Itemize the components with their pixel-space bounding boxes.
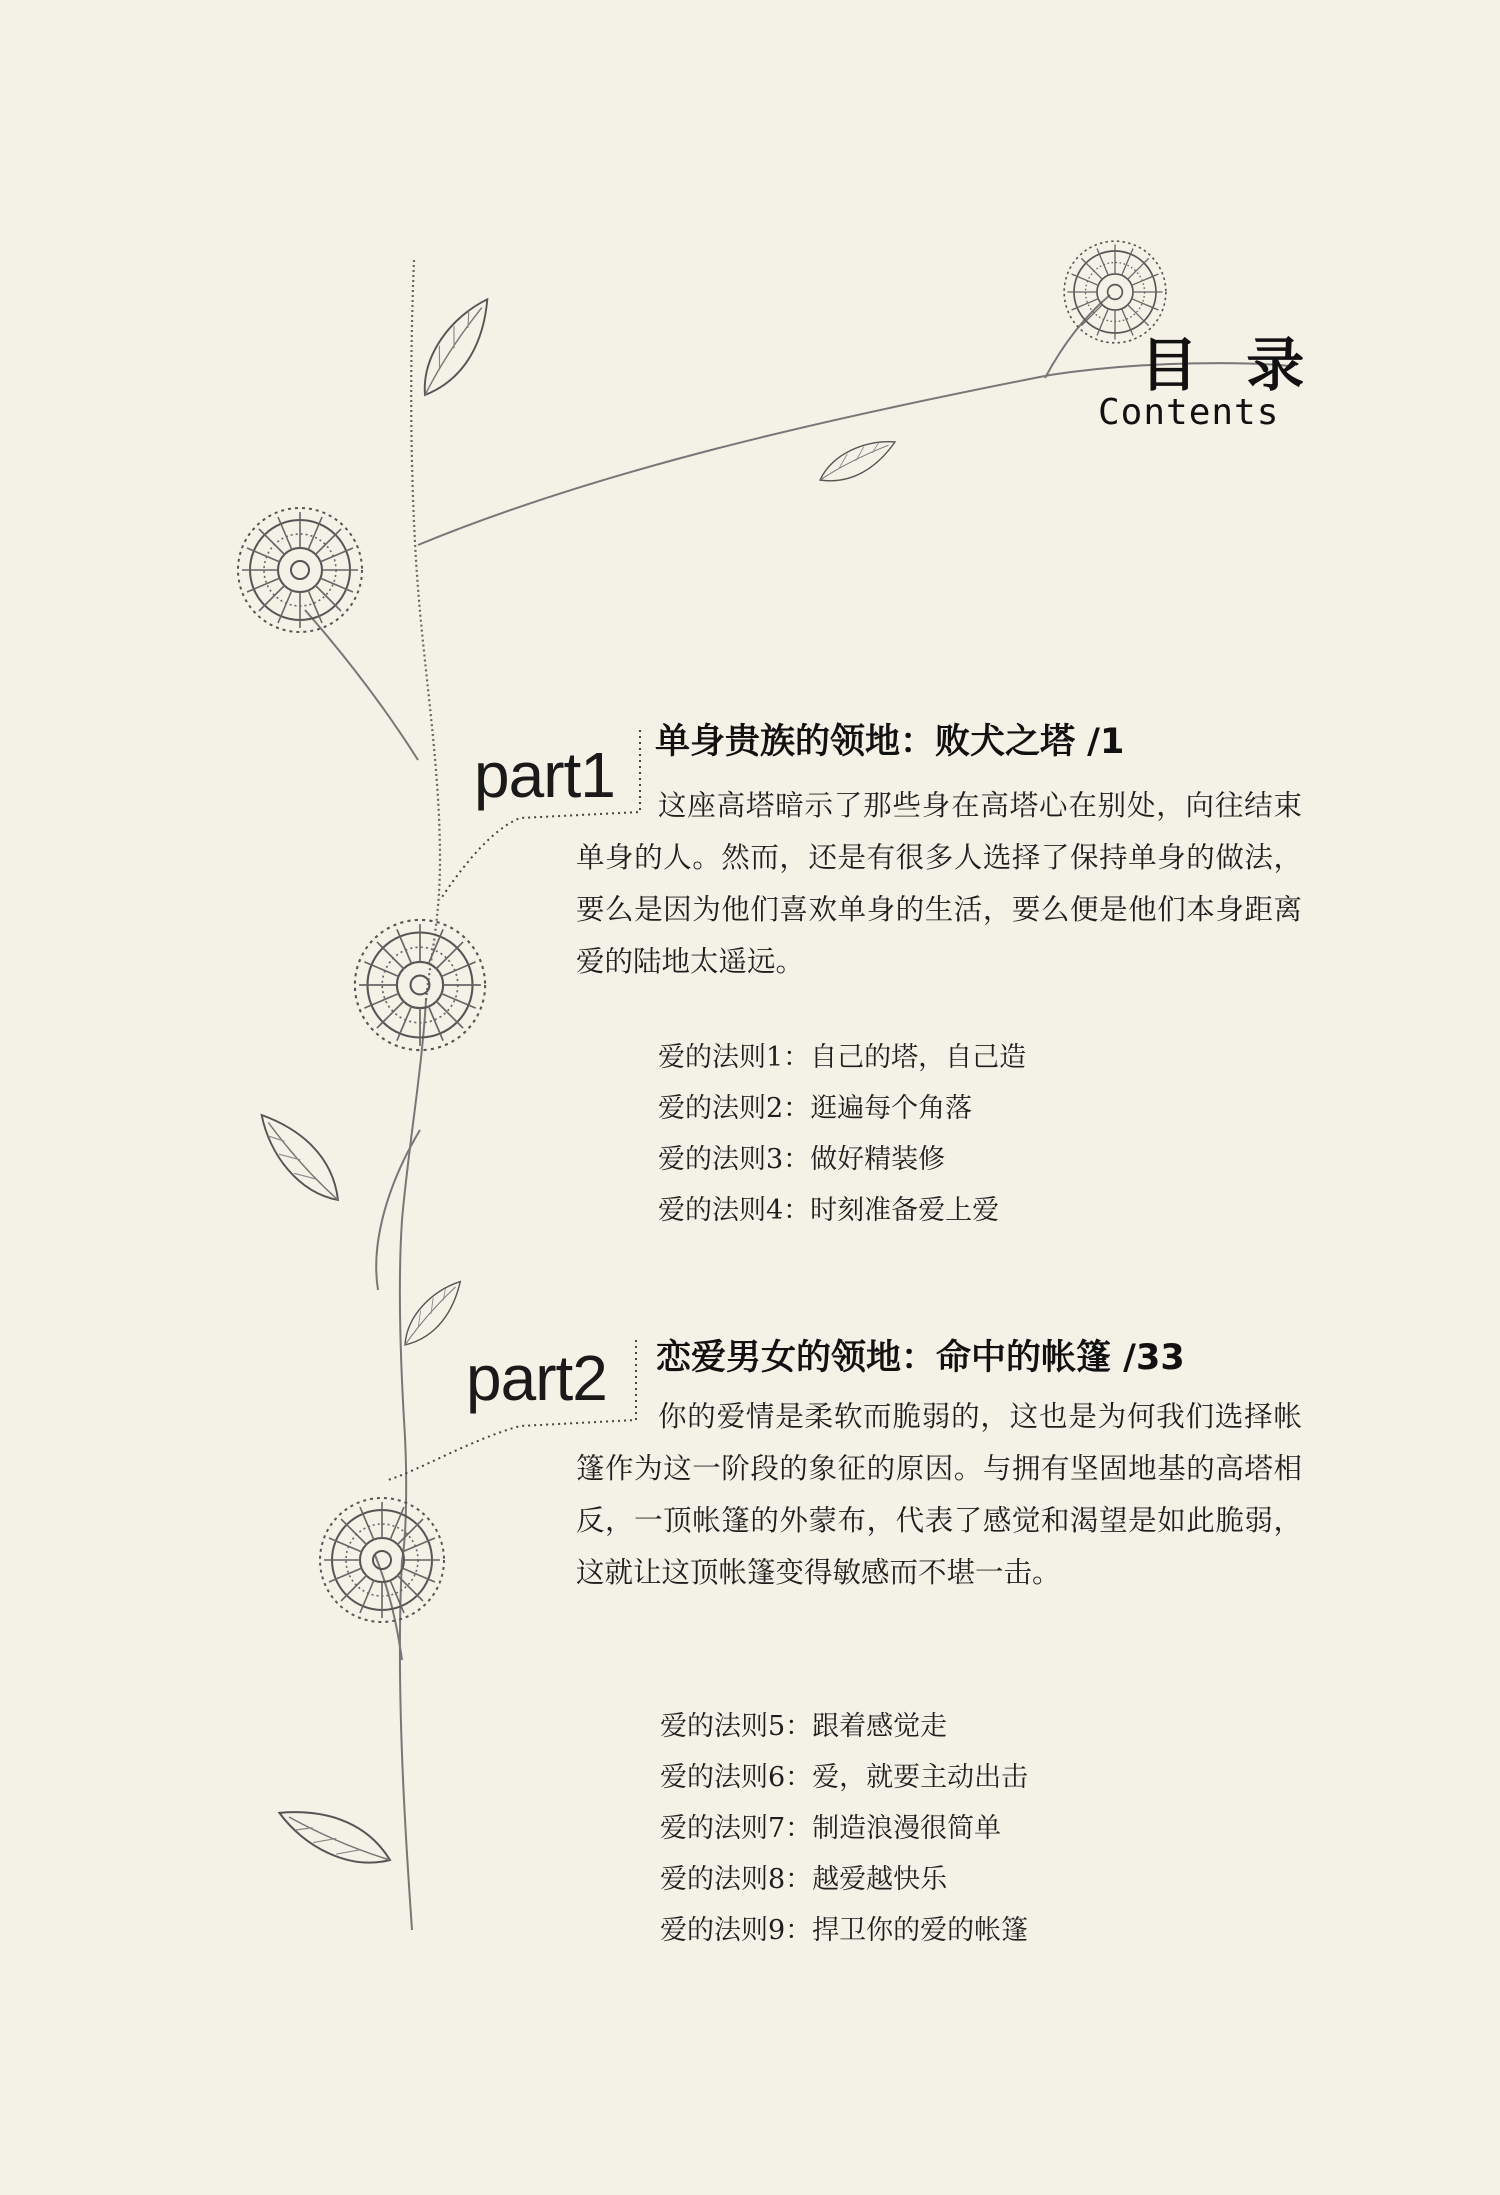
leaf xyxy=(815,439,900,483)
part1-label: part1 xyxy=(474,739,615,811)
flower-left-upper xyxy=(238,508,362,632)
leaf xyxy=(277,1782,393,1889)
rule-item: 爱的法则4：时刻准备爱上爱 xyxy=(658,1195,1000,1226)
page-title: 目 录 xyxy=(1140,331,1319,399)
rule-item: 爱的法则1：自己的塔，自己造 xyxy=(658,1042,1027,1073)
part1-title: 单身贵族的领地：败犬之塔 /1 xyxy=(655,722,1125,762)
leaf xyxy=(391,1279,476,1348)
part2-title: 恋爱男女的领地：命中的帐篷 /33 xyxy=(656,1338,1185,1378)
rule-item: 爱的法则6：爱，就要主动出击 xyxy=(660,1762,1029,1793)
flower-lower xyxy=(320,1498,444,1622)
part2-label: part2 xyxy=(466,1342,607,1414)
rule-item: 爱的法则2：逛遍每个角落 xyxy=(658,1093,973,1124)
part2-rules-list xyxy=(660,1701,1028,1956)
rule-item: 爱的法则9：捍卫你的爱的帐篷 xyxy=(660,1915,1029,1946)
flower-middle xyxy=(355,920,485,1050)
part1-description: 这座高塔暗示了那些身在高塔心在别处，向往结束单身的人。然而，还是有很多人选择了保持单身的做法，要么是因为他们喜欢单身的生活，要么便是他们本身距离爱的陆地太遥远。 xyxy=(576,789,1302,978)
rule-item: 爱的法则5：跟着感觉走 xyxy=(660,1711,948,1742)
part1-rules-list xyxy=(658,1032,1026,1236)
rule-item: 爱的法则7：制造浪漫很简单 xyxy=(660,1813,1002,1844)
main-stem xyxy=(411,260,440,1000)
rule-item: 爱的法则8：越爱越快乐 xyxy=(660,1864,948,1895)
page-subtitle: Contents xyxy=(1098,392,1280,433)
leaf xyxy=(401,297,511,399)
leaf xyxy=(259,1099,343,1216)
part2-description: 你的爱情是柔软而脆弱的，这也是为何我们选择帐篷作为这一阶段的象征的原因。与拥有坚固地基的高塔相反，一顶帐篷的外蒙布，代表了感觉和渴望是如此脆弱，这就让这顶帐篷变得敏感而不堪一击。 xyxy=(576,1400,1302,1589)
rule-item: 爱的法则3：做好精装修 xyxy=(658,1144,946,1175)
